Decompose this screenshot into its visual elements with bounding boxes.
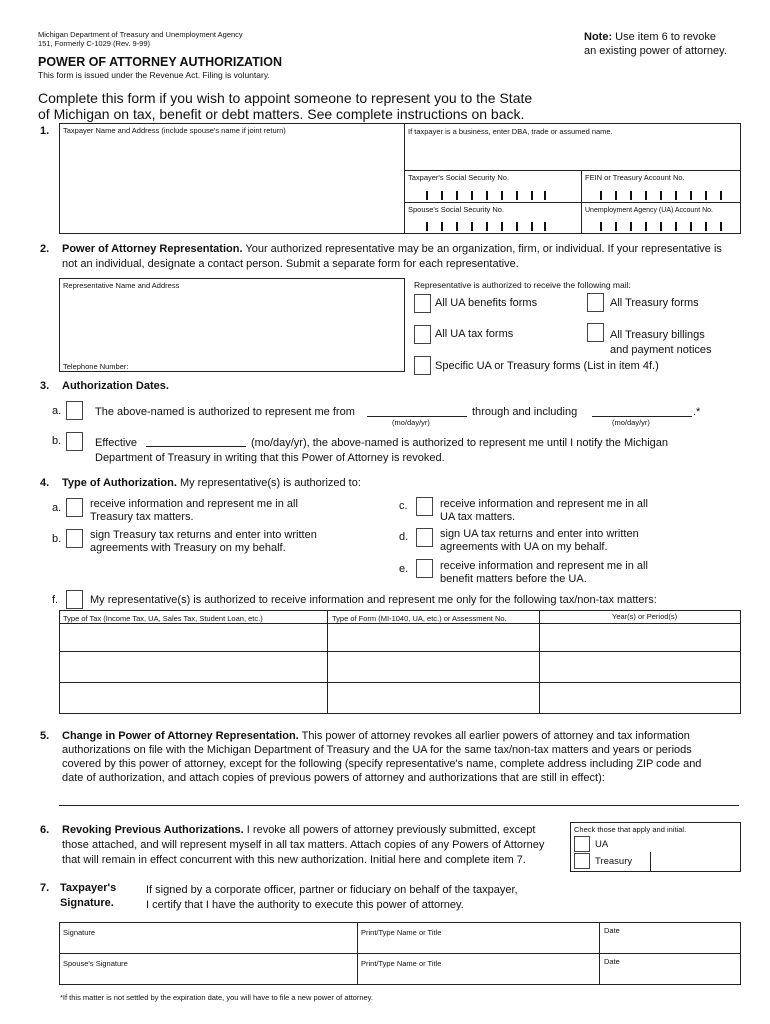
s3b-date-input[interactable]: [146, 432, 246, 446]
date-label-2: Date: [604, 957, 620, 966]
taxpayer-ssn-input[interactable]: [426, 191, 546, 200]
s3b-effective: Effective: [95, 437, 137, 449]
s3-heading: Authorization Dates.: [62, 380, 169, 392]
s3a-from-line: [367, 416, 467, 417]
dba-input[interactable]: [406, 138, 739, 168]
col-type-of-tax: Type of Tax (Income Tax, UA, Sales Tax, Student Loan, etc.): [63, 614, 263, 623]
rep-name-address-input[interactable]: [61, 292, 403, 358]
treasury-billings-label1: All Treasury billings: [610, 329, 705, 341]
table-row-cell[interactable]: [328, 652, 538, 682]
date-label: Date: [604, 926, 620, 935]
note-line2: an existing power of attorney.: [584, 45, 727, 57]
s4c-text1: receive information and represent me in all: [440, 498, 648, 510]
s2-text: [62, 243, 752, 255]
s1-divider: [404, 123, 405, 234]
s3a-through-date-input[interactable]: [592, 402, 692, 416]
s1-number: 1.: [40, 125, 50, 137]
s3a-text: The above-named is authorized to represent me from: [95, 406, 355, 418]
spouse-ssn-label: Spouse's Social Security No.: [408, 205, 505, 214]
s3a-from-date-input[interactable]: [367, 402, 467, 416]
s5-line3: covered by this power of attorney, except for the following (specify representative's name, complete address including ZIP code and: [62, 758, 702, 770]
s3b-letter: b.: [52, 435, 62, 447]
specific-forms-checkbox[interactable]: [414, 356, 431, 375]
dba-label: If taxpayer is a business, enter DBA, trade or assumed name.: [408, 127, 613, 136]
s4b-letter: b.: [52, 533, 62, 545]
s4-number: 4.: [40, 477, 50, 489]
s7-heading2: Signature.: [60, 897, 114, 909]
s4c-letter: c.: [399, 500, 408, 512]
s3b-text2: Department of Treasury in writing that this Power of Attorney is revoked.: [95, 452, 445, 464]
s4-heading-line: [62, 477, 361, 489]
s6-number: 6.: [40, 824, 50, 836]
table-row-cell[interactable]: [540, 624, 740, 651]
s3a-checkbox[interactable]: [66, 401, 83, 420]
s7-line1: If signed by a corporate officer, partner or fiduciary on behalf of the taxpayer,: [146, 884, 518, 896]
form-title: POWER OF ATTORNEY AUTHORIZATION: [38, 55, 282, 69]
revoke-treasury-checkbox[interactable]: [574, 853, 590, 869]
treasury-forms-label: All Treasury forms: [610, 297, 699, 309]
s5-line1: [62, 730, 690, 742]
s7-number: 7.: [40, 882, 50, 894]
form-subtitle: This form is issued under the Revenue Act. Filing is voluntary.: [38, 70, 270, 80]
telephone-label: Telephone Number:: [63, 362, 129, 371]
s5-exceptions-input[interactable]: [59, 787, 739, 805]
table-row-cell[interactable]: [328, 683, 538, 713]
s4a-letter: a.: [52, 502, 62, 514]
s3a-from-format: (mo/day/yr): [392, 418, 430, 427]
s4d-text1: sign UA tax returns and enter into written: [440, 528, 639, 540]
ua-account-input[interactable]: [600, 222, 730, 231]
treasury-billings-checkbox[interactable]: [587, 323, 604, 342]
col-type-of-form: Type of Form (MI-1040, UA, etc.) or Assessment No.: [332, 614, 507, 623]
col-years: Year(s) or Period(s): [612, 612, 678, 621]
s4c-checkbox[interactable]: [416, 497, 433, 516]
s5-line4: date of authorization, and attach copies of previous powers of attorney and authorizations that are still in effect):: [62, 772, 605, 784]
s2-heading: Power of Attorney Representation.: [62, 243, 243, 255]
agency-name: Michigan Department of Treasury and Unemployment Agency: [38, 30, 243, 39]
print-name-input-2[interactable]: [358, 968, 598, 983]
s5-line2: authorizations on file with the Michigan Department of Treasury and the UA for the same tax/non-tax matters and years or periods: [62, 744, 692, 756]
revoke-ua-checkbox[interactable]: [574, 836, 590, 852]
sig-row-line: [59, 953, 741, 954]
print-name-label: Print/Type Name or Title: [361, 928, 442, 937]
table-row-cell[interactable]: [60, 683, 326, 713]
s3a-star: .*: [693, 406, 701, 418]
s3b-date-line: [146, 446, 246, 447]
treasury-billings-label2: and payment notices: [610, 344, 712, 356]
print-name-input[interactable]: [358, 937, 598, 952]
specific-forms-label: Specific UA or Treasury forms (List in item 4f.): [435, 360, 659, 372]
note-label: Note:: [584, 31, 613, 43]
mail-label: Representative is authorized to receive the following mail:: [414, 280, 631, 290]
fein-input[interactable]: [600, 191, 730, 200]
table-row-cell[interactable]: [540, 652, 740, 682]
s6-line3: that will remain in effect concurrent with this new authorization. Initial here and complete item 7.: [62, 854, 526, 866]
taxpayer-ssn-label: Taxpayer's Social Security No.: [408, 173, 510, 182]
s4e-text2: benefit matters before the UA.: [440, 573, 587, 585]
note-line1: Use item 6 to revoke: [615, 31, 717, 43]
s4b-text2: agreements with Treasury on my behalf.: [90, 542, 286, 554]
revoke-check-label: Check those that apply and initial.: [574, 825, 687, 834]
s4f-checkbox[interactable]: [66, 590, 83, 609]
s6-line1: [62, 824, 535, 836]
s4-heading: Type of Authorization.: [62, 477, 177, 489]
s3a-letter: a.: [52, 405, 62, 417]
s3b-checkbox[interactable]: [66, 432, 83, 451]
s2-number: 2.: [40, 243, 50, 255]
s1-hline1: [404, 170, 741, 171]
s4d-text2: agreements with UA on my behalf.: [440, 541, 608, 553]
fein-label: FEIN or Treasury Account No.: [585, 173, 685, 182]
intro-line2: of Michigan on tax, benefit or debt matters. See complete instructions on back.: [38, 106, 525, 122]
s4d-letter: d.: [399, 531, 409, 543]
ua-benefits-checkbox[interactable]: [414, 294, 431, 313]
date-input[interactable]: [600, 937, 740, 952]
s5-number: 5.: [40, 730, 50, 742]
print-name-label-2: Print/Type Name or Title: [361, 959, 442, 968]
s4-heading-rest: My representative(s) is authorized to:: [179, 477, 361, 489]
s4a-checkbox[interactable]: [66, 498, 83, 517]
s5-text1: This power of attorney revokes all earlier powers of attorney and tax information: [301, 730, 690, 742]
s4c-text2: UA tax matters.: [440, 511, 516, 523]
signature-input[interactable]: [60, 937, 356, 952]
s2-text1: Your authorized representative may be an organization, firm, or individual. If your representative is: [245, 243, 722, 255]
table-row-cell[interactable]: [328, 624, 538, 651]
s1-hline2: [404, 202, 741, 203]
s3a-through: through and including: [472, 406, 578, 418]
form-id: 151, Formerly C-1029 (Rev. 9-99): [38, 39, 150, 48]
s4a-text1: receive information and represent me in all: [90, 498, 298, 510]
ua-benefits-label: All UA benefits forms: [435, 297, 538, 309]
ua-tax-checkbox[interactable]: [414, 325, 431, 344]
s4f-text: My representative(s) is authorized to receive information and represent me only for the following tax/non-tax matters:: [90, 594, 657, 606]
ua-account-label: Unemployment Agency (UA) Account No.: [585, 207, 714, 214]
rep-name-label: Representative Name and Address: [63, 281, 180, 290]
revoke-ua-label: UA: [595, 839, 609, 850]
ua-tax-label: All UA tax forms: [435, 328, 514, 340]
s3b-text: (mo/day/yr), the above-named is authorized to represent me until I notify the Michigan: [251, 437, 668, 449]
s5-line: [59, 805, 739, 806]
treasury-forms-checkbox[interactable]: [587, 293, 604, 312]
s3-number: 3.: [40, 380, 50, 392]
date-input-2[interactable]: [600, 968, 740, 983]
s4b-text1: sign Treasury tax returns and enter into written: [90, 529, 317, 541]
s4d-checkbox[interactable]: [416, 528, 433, 547]
revoke-treasury-label: Treasury: [595, 856, 633, 867]
note: [584, 31, 716, 43]
table-row-cell[interactable]: [60, 624, 326, 651]
s4e-checkbox[interactable]: [416, 559, 433, 578]
taxpayer-name-address-input[interactable]: [61, 136, 402, 232]
s4e-letter: e.: [399, 563, 409, 575]
s3a-through-line: [592, 416, 692, 417]
s4e-text1: receive information and represent me in all: [440, 560, 648, 572]
s7-line2: I certify that I have the authority to execute this power of attorney.: [146, 899, 464, 911]
s2-text2: not an individual, designate a contact person. Submit a separate form for each representative.: [62, 258, 519, 270]
s4f-letter: f.: [52, 594, 59, 606]
taxpayer-name-label: Taxpayer Name and Address (include spouse's name if joint return): [63, 126, 286, 135]
footnote: *If this matter is not settled by the expiration date, you will have to file a new power of attorney.: [60, 993, 373, 1002]
s4a-text2: Treasury tax matters.: [90, 511, 194, 523]
s3a-through-format: (mo/day/yr): [612, 418, 650, 427]
s6-line2: those attached, and will represent myself in all tax matters. Attach copies of any Powers of Attorney: [62, 839, 545, 851]
s6-text1: I revoke all powers of attorney previously submitted, except: [246, 824, 536, 836]
s4b-checkbox[interactable]: [66, 529, 83, 548]
initial-marker: [650, 852, 651, 871]
spouse-ssn-input[interactable]: [426, 222, 546, 231]
spouse-signature-label: Spouse's Signature: [63, 959, 128, 968]
signature-label: Signature: [63, 928, 96, 937]
s7-heading1: Taxpayer's: [60, 882, 117, 894]
spouse-signature-input[interactable]: [60, 968, 356, 983]
table-row-cell[interactable]: [540, 683, 740, 713]
intro-line1: Complete this form if you wish to appoint someone to represent you to the State: [38, 90, 533, 106]
s6-heading: Revoking Previous Authorizations.: [62, 824, 244, 836]
table-row-cell[interactable]: [60, 652, 326, 682]
s5-heading: Change in Power of Attorney Representation.: [62, 730, 299, 742]
